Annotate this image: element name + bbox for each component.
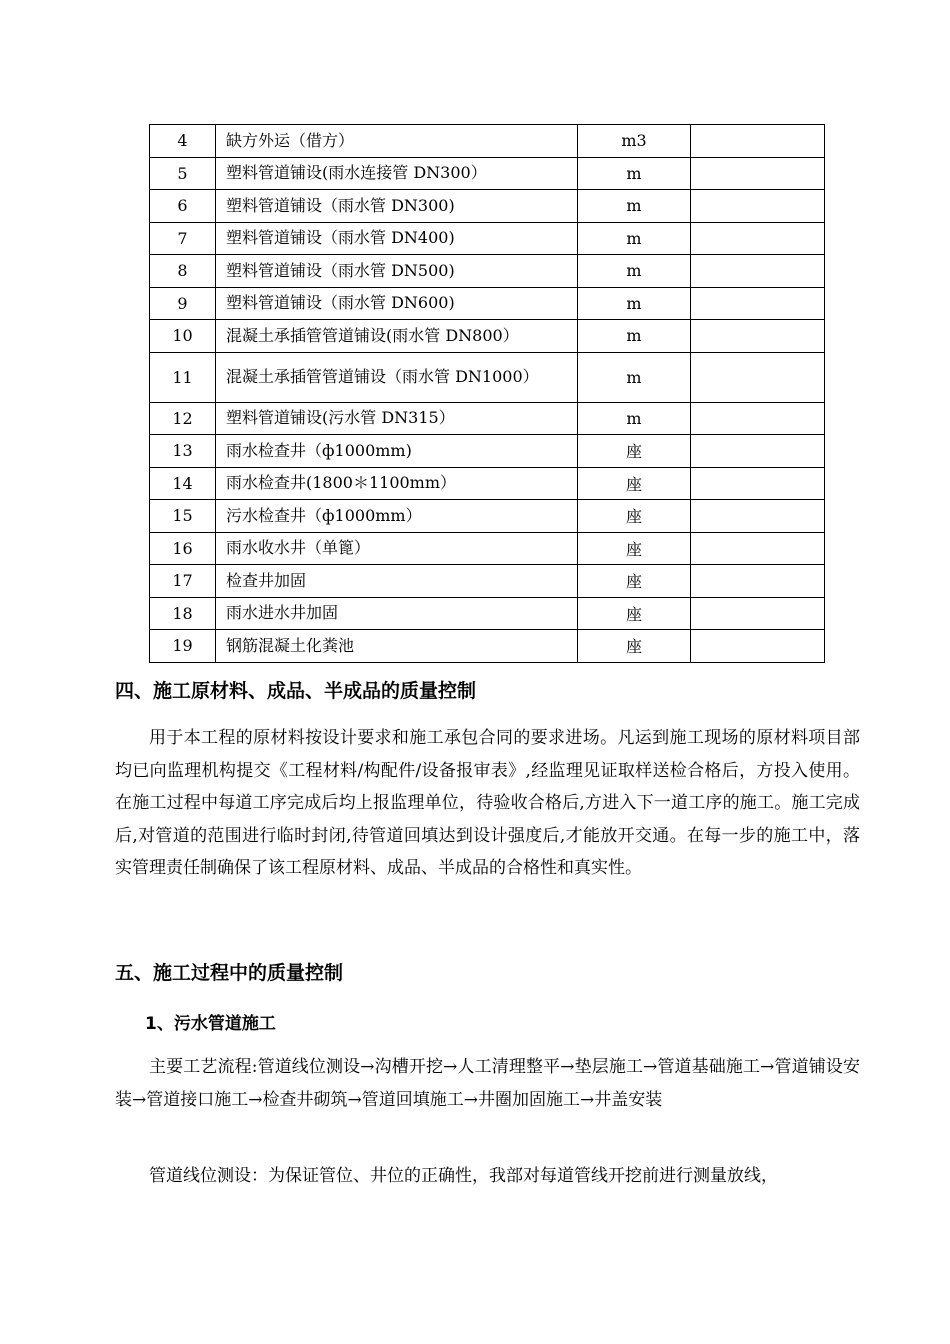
row-item: 塑料管道铺设（雨水管 DN600) <box>216 287 578 320</box>
row-number: 8 <box>150 255 216 288</box>
row-number: 10 <box>150 320 216 353</box>
row-extra <box>691 125 825 158</box>
row-number: 15 <box>150 500 216 533</box>
row-unit: m <box>578 190 691 223</box>
row-item: 塑料管道铺设（雨水管 DN300) <box>216 190 578 223</box>
row-item: 缺方外运（借方） <box>216 125 578 158</box>
quantity-table <box>149 124 825 663</box>
row-extra <box>691 222 825 255</box>
row-item: 塑料管道铺设(污水管 DN315） <box>216 402 578 435</box>
section5-heading: 五、施工过程中的质量控制 <box>115 962 344 984</box>
table-row <box>150 467 825 500</box>
row-item: 混凝土承插管管道铺设(雨水管 DN800） <box>216 320 578 353</box>
table-row <box>150 597 825 630</box>
table-row <box>150 402 825 435</box>
row-extra <box>691 287 825 320</box>
row-number: 16 <box>150 532 216 565</box>
row-unit: 座 <box>578 532 691 565</box>
row-unit: 座 <box>578 435 691 468</box>
row-number: 7 <box>150 222 216 255</box>
table-row <box>150 287 825 320</box>
row-item: 检查井加固 <box>216 565 578 598</box>
row-extra <box>691 320 825 353</box>
table-row <box>150 532 825 565</box>
row-number: 4 <box>150 125 216 158</box>
row-extra <box>691 402 825 435</box>
table-row <box>150 630 825 663</box>
row-item: 雨水检查井（ф1000mm) <box>216 435 578 468</box>
row-number: 5 <box>150 157 216 190</box>
table-row <box>150 500 825 533</box>
row-extra <box>691 500 825 533</box>
row-number: 19 <box>150 630 216 663</box>
row-item: 雨水检查井(1800＊1100mm） <box>216 467 578 500</box>
row-unit: m <box>578 255 691 288</box>
row-unit: m <box>578 287 691 320</box>
row-unit: 座 <box>578 467 691 500</box>
quantity-table-wrapper <box>149 124 824 663</box>
row-extra <box>691 352 825 402</box>
table-row <box>150 125 825 158</box>
row-unit: 座 <box>578 565 691 598</box>
section4-paragraph: 用于本工程的原材料按设计要求和施工承包合同的要求进场。凡运到施工现场的原材料项目部均已向监理机构提交《工程材料/构配件/设备报审表》,经监理见证取样送检合格后，方投入使用。在施工过程中每道工序完成后均上报监理单位，待验收合格后,方进入下一道工序的施工。施工完成后,对管道的范围进行临时封闭,待管道回填达到设计强度后,才能放开交通。在每一步的施工中，落实管理责任制确保了该工程原材料、成品、半成品的合格性和真实性。 <box>115 728 860 879</box>
row-unit: 座 <box>578 500 691 533</box>
row-unit: m <box>578 157 691 190</box>
table-row <box>150 352 825 402</box>
row-unit: m <box>578 402 691 435</box>
row-extra <box>691 467 825 500</box>
table-row <box>150 190 825 223</box>
process-flow-paragraph: 主要工艺流程:管道线位测设→沟槽开挖→人工清理整平→垫层施工→管道基础施工→管道铺设安装→管道接口施工→检查井砌筑→管道回填施工→井圈加固施工→井盖安装 <box>115 1057 860 1110</box>
row-extra <box>691 597 825 630</box>
row-extra <box>691 630 825 663</box>
row-item: 塑料管道铺设（雨水管 DN500) <box>216 255 578 288</box>
survey-paragraph: 管道线位测设：为保证管位、井位的正确性，我部对每道管线开挖前进行测量放线， <box>149 1166 778 1186</box>
section4-heading: 四、施工原材料、成品、半成品的质量控制 <box>115 680 477 702</box>
row-number: 18 <box>150 597 216 630</box>
row-extra <box>691 255 825 288</box>
table-row <box>150 435 825 468</box>
row-item: 钢筋混凝土化粪池 <box>216 630 578 663</box>
row-unit: m <box>578 352 691 402</box>
row-item: 雨水进水井加固 <box>216 597 578 630</box>
row-number: 13 <box>150 435 216 468</box>
row-number: 17 <box>150 565 216 598</box>
row-number: 9 <box>150 287 216 320</box>
row-number: 14 <box>150 467 216 500</box>
row-unit: m3 <box>578 125 691 158</box>
row-extra <box>691 157 825 190</box>
row-number: 12 <box>150 402 216 435</box>
row-unit: m <box>578 320 691 353</box>
row-item: 污水检查井（ф1000mm） <box>216 500 578 533</box>
row-unit: 座 <box>578 597 691 630</box>
table-row <box>150 255 825 288</box>
table-row <box>150 222 825 255</box>
row-extra <box>691 532 825 565</box>
row-number: 11 <box>150 352 216 402</box>
row-extra <box>691 190 825 223</box>
row-extra <box>691 565 825 598</box>
table-row <box>150 565 825 598</box>
row-item: 塑料管道铺设（雨水管 DN400) <box>216 222 578 255</box>
table-row <box>150 157 825 190</box>
row-item: 塑料管道铺设(雨水连接管 DN300） <box>216 157 578 190</box>
row-unit: 座 <box>578 630 691 663</box>
row-item: 混凝土承插管管道铺设（雨水管 DN1000） <box>216 352 578 402</box>
row-item: 雨水收水井（单篦） <box>216 532 578 565</box>
table-row <box>150 320 825 353</box>
section5-sub1-heading: 1、污水管道施工 <box>145 1014 276 1034</box>
row-extra <box>691 435 825 468</box>
row-unit: m <box>578 222 691 255</box>
row-number: 6 <box>150 190 216 223</box>
